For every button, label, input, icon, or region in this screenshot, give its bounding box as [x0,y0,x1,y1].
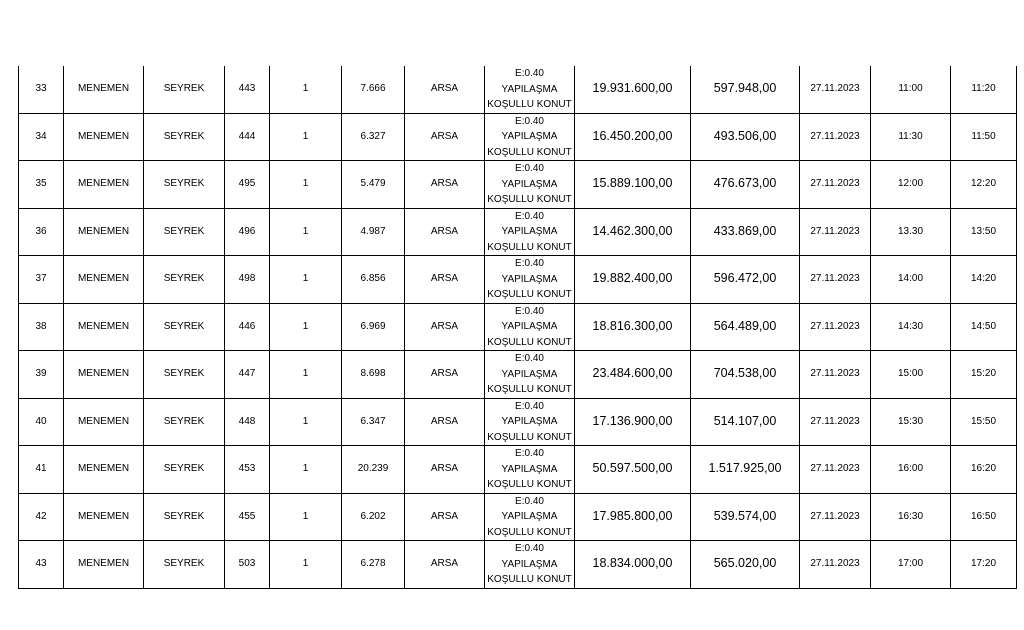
end-time-cell: 11:50 [951,113,1017,161]
parcel-number-cell: 1 [270,113,342,161]
row-number-cell: 40 [19,398,64,446]
end-time-cell: 14:50 [951,303,1017,351]
zoning-line: KOŞULLU KONUT [487,289,572,300]
auction-table-page [18,66,1016,589]
property-type-cell: ARSA [405,446,485,494]
zoning-line: KOŞULLU KONUT [487,479,572,490]
area-cell: 6.278 [342,541,405,589]
start-time-cell: 16:00 [871,446,951,494]
parcel-number-cell: 1 [270,256,342,304]
start-time-cell: 11:00 [871,66,951,113]
zoning-line: KOŞULLU KONUT [487,431,572,443]
block-number-cell: 446 [225,303,270,351]
zoning-line: E:0.40 [515,115,544,127]
district-cell: MENEMEN [64,161,144,209]
row-number-cell: 37 [19,256,64,304]
zoning-line: E:0.40 [515,68,544,79]
zoning-line: KOŞULLU KONUT [487,99,572,110]
start-time-cell: 13.30 [871,208,951,256]
row-number-cell: 43 [19,541,64,589]
neighborhood-cell: SEYREK [144,66,225,113]
deposit-cell: 596.472,00 [691,256,800,304]
neighborhood-cell: SEYREK [144,208,225,256]
auction-date-cell: 27.11.2023 [800,208,871,256]
district-cell: MENEMEN [64,303,144,351]
start-time-cell: 15:00 [871,351,951,399]
zoning-line: E:0.40 [515,305,544,317]
neighborhood-cell: SEYREK [144,541,225,589]
estimated-price-cell: 16.450.200,00 [575,113,691,161]
parcel-auction-table [18,66,1017,589]
zoning-line: KOŞULLU KONUT [487,384,572,395]
parcel-number-cell: 1 [270,446,342,494]
property-type-cell: ARSA [405,351,485,399]
table-row [19,351,1017,399]
district-cell: MENEMEN [64,113,144,161]
neighborhood-cell: SEYREK [144,446,225,494]
deposit-cell: 476.673,00 [691,161,800,209]
zoning-line: KOŞULLU KONUT [487,241,572,253]
auction-date-cell: 27.11.2023 [800,493,871,541]
start-time-cell: 16:30 [871,493,951,541]
zoning-line: E:0.40 [515,400,544,412]
row-number-cell: 33 [19,66,64,113]
property-type-cell: ARSA [405,493,485,541]
district-cell: MENEMEN [64,208,144,256]
end-time-cell: 13:50 [951,208,1017,256]
zoning-line: E:0.40 [515,163,544,174]
district-cell: MENEMEN [64,493,144,541]
estimated-price-cell: 15.889.100,00 [575,161,691,209]
zoning-cell [485,398,575,446]
area-cell: 20.239 [342,446,405,494]
zoning-line: E:0.40 [515,543,544,554]
auction-date-cell: 27.11.2023 [800,398,871,446]
end-time-cell: 15:20 [951,351,1017,399]
parcel-number-cell: 1 [270,493,342,541]
parcel-number-cell: 1 [270,208,342,256]
zoning-line: YAPILAŞMA [501,83,558,95]
area-cell: 6.347 [342,398,405,446]
zoning-cell [485,161,575,209]
auction-date-cell: 27.11.2023 [800,541,871,589]
deposit-cell: 1.517.925,00 [691,446,800,494]
zoning-line: YAPILAŞMA [501,226,558,237]
neighborhood-cell: SEYREK [144,351,225,399]
parcel-number-cell: 1 [270,161,342,209]
area-cell: 6.202 [342,493,405,541]
table-row [19,113,1017,161]
end-time-cell: 12:20 [951,161,1017,209]
zoning-line: YAPILAŞMA [501,178,558,190]
table-row [19,541,1017,589]
zoning-line: YAPILAŞMA [501,131,558,142]
estimated-price-cell: 18.816.300,00 [575,303,691,351]
table-row [19,493,1017,541]
zoning-cell [485,541,575,589]
area-cell: 6.856 [342,256,405,304]
parcel-number-cell: 1 [270,398,342,446]
district-cell: MENEMEN [64,541,144,589]
row-number-cell: 42 [19,493,64,541]
block-number-cell: 443 [225,66,270,113]
estimated-price-cell: 18.834.000,00 [575,541,691,589]
deposit-cell: 564.489,00 [691,303,800,351]
auction-date-cell: 27.11.2023 [800,66,871,113]
deposit-cell: 493.506,00 [691,113,800,161]
property-type-cell: ARSA [405,66,485,113]
table-row [19,446,1017,494]
block-number-cell: 495 [225,161,270,209]
zoning-line: E:0.40 [515,210,544,222]
district-cell: MENEMEN [64,256,144,304]
zoning-cell [485,303,575,351]
table-row [19,303,1017,351]
row-number-cell: 41 [19,446,64,494]
start-time-cell: 15:30 [871,398,951,446]
block-number-cell: 503 [225,541,270,589]
zoning-cell [485,493,575,541]
zoning-cell [485,113,575,161]
auction-date-cell: 27.11.2023 [800,161,871,209]
neighborhood-cell: SEYREK [144,161,225,209]
zoning-line: KOŞULLU KONUT [487,194,572,205]
neighborhood-cell: SEYREK [144,256,225,304]
property-type-cell: ARSA [405,398,485,446]
end-time-cell: 17:20 [951,541,1017,589]
auction-date-cell: 27.11.2023 [800,446,871,494]
district-cell: MENEMEN [64,398,144,446]
estimated-price-cell: 23.484.600,00 [575,351,691,399]
neighborhood-cell: SEYREK [144,493,225,541]
deposit-cell: 539.574,00 [691,493,800,541]
zoning-line: YAPILAŞMA [501,321,558,332]
zoning-cell [485,351,575,399]
zoning-line: E:0.40 [515,448,544,459]
area-cell: 6.969 [342,303,405,351]
area-cell: 7.666 [342,66,405,113]
end-time-cell: 14:20 [951,256,1017,304]
zoning-line: YAPILAŞMA [501,273,558,285]
start-time-cell: 17:00 [871,541,951,589]
block-number-cell: 453 [225,446,270,494]
table-row [19,208,1017,256]
start-time-cell: 14:30 [871,303,951,351]
end-time-cell: 11:20 [951,66,1017,113]
row-number-cell: 38 [19,303,64,351]
neighborhood-cell: SEYREK [144,398,225,446]
zoning-line: KOŞULLU KONUT [487,336,572,348]
property-type-cell: ARSA [405,541,485,589]
table-row [19,161,1017,209]
auction-date-cell: 27.11.2023 [800,113,871,161]
zoning-cell [485,256,575,304]
parcel-number-cell: 1 [270,351,342,399]
end-time-cell: 16:20 [951,446,1017,494]
estimated-price-cell: 17.985.800,00 [575,493,691,541]
neighborhood-cell: SEYREK [144,113,225,161]
table-body [19,66,1017,588]
district-cell: MENEMEN [64,351,144,399]
zoning-line: KOŞULLU KONUT [487,146,572,158]
row-number-cell: 35 [19,161,64,209]
zoning-line: KOŞULLU KONUT [487,574,572,585]
zoning-cell [485,66,575,113]
zoning-cell [485,446,575,494]
start-time-cell: 14:00 [871,256,951,304]
zoning-line: YAPILAŞMA [501,511,558,522]
zoning-line: KOŞULLU KONUT [487,526,572,538]
district-cell: MENEMEN [64,446,144,494]
parcel-number-cell: 1 [270,541,342,589]
auction-date-cell: 27.11.2023 [800,303,871,351]
table-row [19,256,1017,304]
row-number-cell: 34 [19,113,64,161]
auction-date-cell: 27.11.2023 [800,256,871,304]
deposit-cell: 514.107,00 [691,398,800,446]
district-cell: MENEMEN [64,66,144,113]
block-number-cell: 496 [225,208,270,256]
block-number-cell: 447 [225,351,270,399]
table-row [19,398,1017,446]
deposit-cell: 704.538,00 [691,351,800,399]
start-time-cell: 11:30 [871,113,951,161]
start-time-cell: 12:00 [871,161,951,209]
end-time-cell: 15:50 [951,398,1017,446]
zoning-line: YAPILAŞMA [501,416,558,427]
estimated-price-cell: 50.597.500,00 [575,446,691,494]
zoning-line: E:0.40 [515,353,544,364]
deposit-cell: 565.020,00 [691,541,800,589]
end-time-cell: 16:50 [951,493,1017,541]
area-cell: 8.698 [342,351,405,399]
auction-date-cell: 27.11.2023 [800,351,871,399]
block-number-cell: 498 [225,256,270,304]
estimated-price-cell: 19.931.600,00 [575,66,691,113]
property-type-cell: ARSA [405,303,485,351]
zoning-line: E:0.40 [515,258,544,269]
block-number-cell: 448 [225,398,270,446]
property-type-cell: ARSA [405,113,485,161]
area-cell: 6.327 [342,113,405,161]
zoning-line: YAPILAŞMA [501,368,558,380]
parcel-number-cell: 1 [270,66,342,113]
neighborhood-cell: SEYREK [144,303,225,351]
area-cell: 5.479 [342,161,405,209]
zoning-line: E:0.40 [515,495,544,507]
table-row [19,66,1017,113]
zoning-line: YAPILAŞMA [501,558,558,570]
deposit-cell: 433.869,00 [691,208,800,256]
estimated-price-cell: 19.882.400,00 [575,256,691,304]
block-number-cell: 444 [225,113,270,161]
property-type-cell: ARSA [405,208,485,256]
zoning-line: YAPILAŞMA [501,463,558,475]
block-number-cell: 455 [225,493,270,541]
row-number-cell: 36 [19,208,64,256]
zoning-cell [485,208,575,256]
property-type-cell: ARSA [405,256,485,304]
estimated-price-cell: 14.462.300,00 [575,208,691,256]
estimated-price-cell: 17.136.900,00 [575,398,691,446]
row-number-cell: 39 [19,351,64,399]
deposit-cell: 597.948,00 [691,66,800,113]
parcel-number-cell: 1 [270,303,342,351]
property-type-cell: ARSA [405,161,485,209]
area-cell: 4.987 [342,208,405,256]
